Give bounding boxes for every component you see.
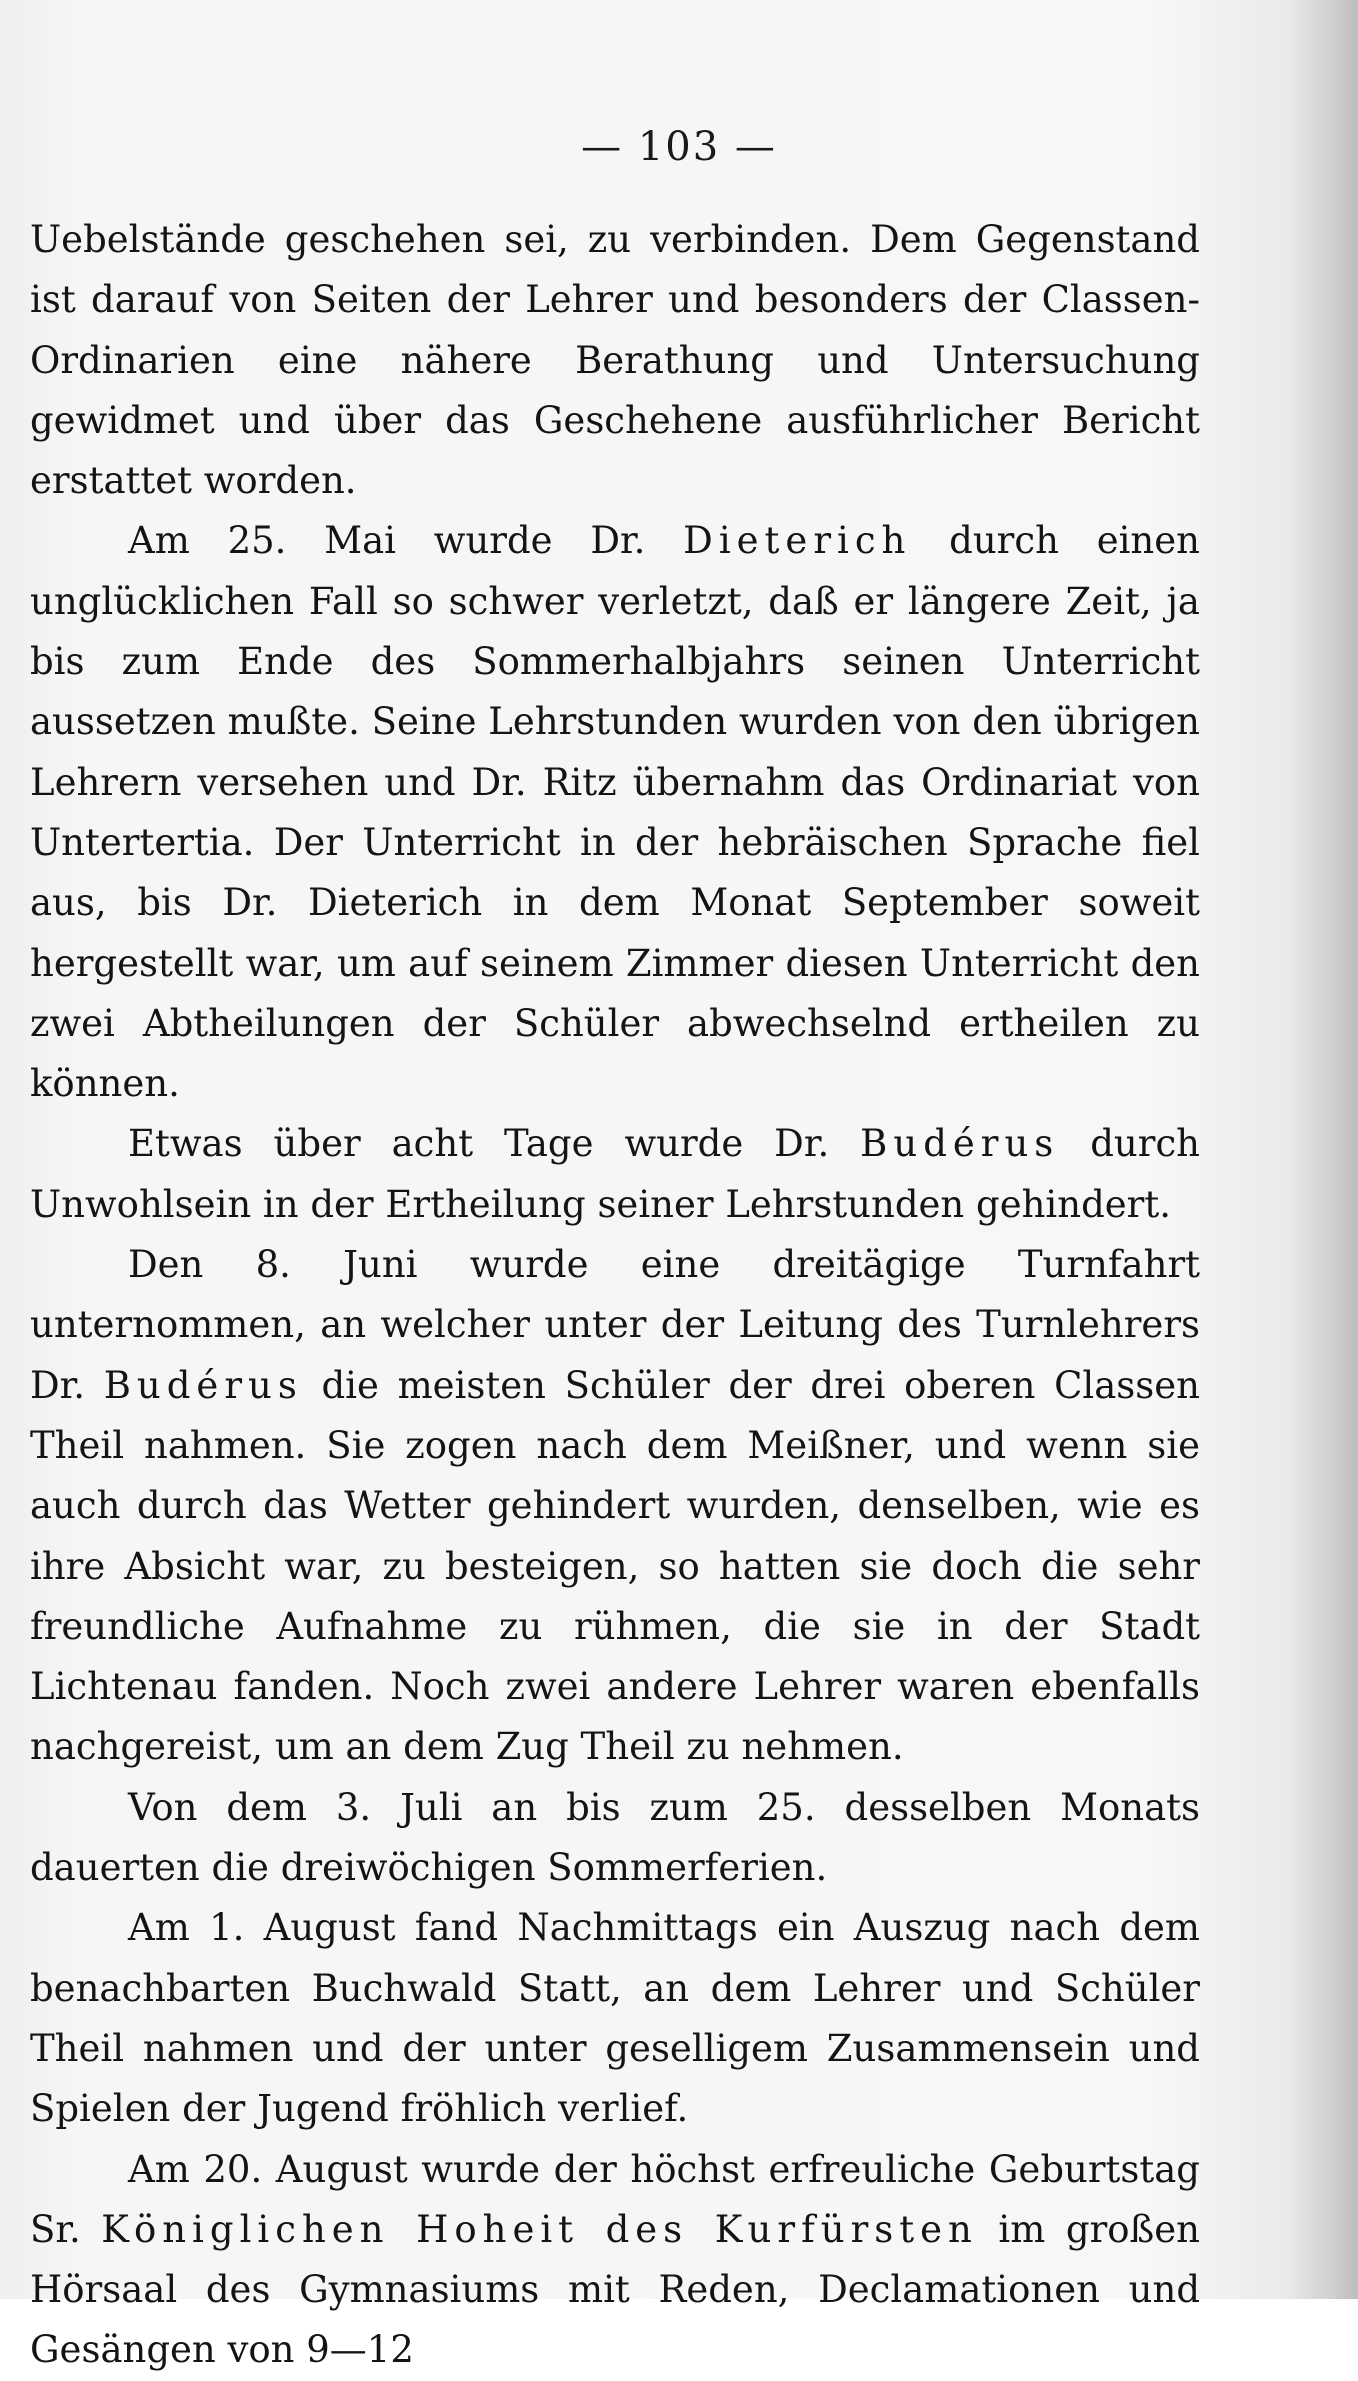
text-run: Am 25. Mai wurde Dr. — [128, 519, 684, 563]
paragraph — [30, 1235, 1200, 1778]
text-run: Den 8. Juni wurde eine dreitägige Turnfahrt unternommen, an welcher unter der Leitung des Turnlehrers Dr. — [30, 1243, 1200, 1407]
paragraph — [30, 511, 1200, 1114]
paragraph — [30, 2140, 1200, 2381]
text-run: Uebelstände geschehen sei, zu verbinden. Dem Gegenstand ist darauf von Seiten der Lehrer und besonders der Classen-Ordinarien eine nähere Berathung und Untersuchung gewidmet und über das Geschehene ausführlicher Bericht erstattet worden. — [30, 218, 1200, 503]
person-name: Budérus — [103, 1363, 303, 1407]
paragraph — [30, 1114, 1200, 1235]
text-run: Am 20. August wurde der höchst erfreuliche Geburtstag Sr. — [30, 2147, 1200, 2251]
text-run: durch einen unglücklichen Fall so schwer verletzt, daß er längere Zeit, ja bis zum Ende des Sommerhalbjahrs seinen Unterricht aussetzen mußte. Seine Lehrstunden wurden von den übrigen Lehrern versehen und Dr. — [30, 519, 1200, 804]
title-name: Königlichen Hoheit des Kurfürsten — [101, 2207, 978, 2251]
paragraph — [30, 1778, 1200, 1899]
person-name: Ritz — [542, 760, 617, 804]
person-name: Dieterich — [683, 519, 912, 563]
text-run: durch Unwohlsein in der Ertheilung seiner Lehrstunden gehindert. — [30, 1122, 1200, 1226]
body-text — [30, 210, 1200, 2381]
page-fold-shadow — [1288, 0, 1358, 2299]
text-run: übernahm das Ordinariat von Untertertia. Der Unterricht in der hebräischen Sprache fiel aus, bis Dr. Dieterich in dem Monat September soweit hergestellt war, um auf seinem Zimmer diesen Unterricht den zwei Abtheilungen der Schüler abwechselnd ertheilen zu können. — [30, 760, 1201, 1106]
text-run: Etwas über acht Tage wurde Dr. — [128, 1122, 861, 1166]
text-run: Am 1. August fand Nachmittags ein Auszug nach dem benachbarten Buchwald Statt, an dem Lehrer und Schüler Theil nahmen und der unter geselligem Zusammensein und Spielen der Jugend fröhlich verlief. — [30, 1906, 1200, 2131]
text-run: die meisten Schüler der drei oberen Classen Theil nahmen. Sie zogen nach dem Meißner, und wenn sie auch durch das Wetter gehindert wurden, denselben, wie es ihre Absicht war, zu besteigen, so hatten sie doch die sehr freundliche Aufnahme zu rühmen, die sie in der Stadt Lichtenau fanden. Noch zwei andere Lehrer waren ebenfalls nachgereist, um an dem Zug Theil zu nehmen. — [30, 1363, 1200, 1769]
person-name: Budérus — [860, 1122, 1060, 1166]
paragraph — [30, 1898, 1200, 2139]
text-run: Von dem 3. Juli an bis zum 25. desselben Monats dauerten die dreiwöchigen Sommerferien. — [30, 1785, 1200, 1890]
page-number: — 103 — — [581, 124, 777, 170]
paragraph — [30, 210, 1200, 511]
text-run: im großen Hörsaal des Gymnasiums mit Reden, Declamationen und Gesängen von 9—12 — [30, 2207, 1200, 2372]
